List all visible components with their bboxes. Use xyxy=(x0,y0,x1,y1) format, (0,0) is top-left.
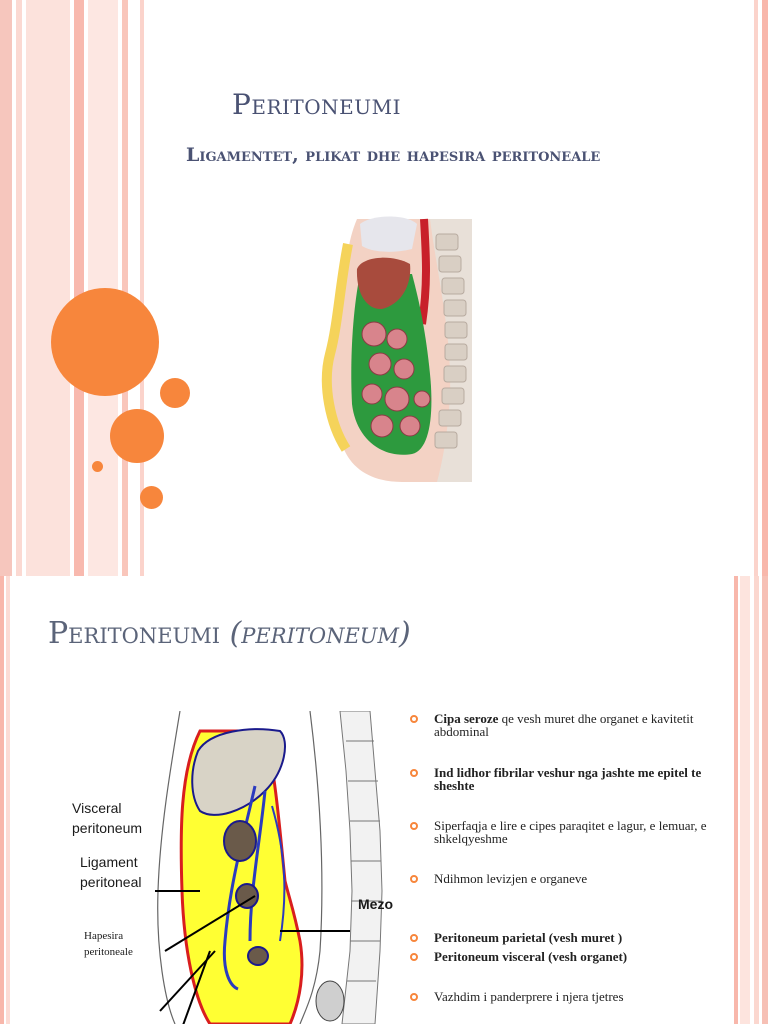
slide-subtitle: Ligamentet, plikat dhe hapesira peritoneale xyxy=(186,144,601,166)
decor-circle-medium xyxy=(110,409,164,463)
slide-title xyxy=(48,616,411,651)
decor-circle-tiny xyxy=(92,461,103,472)
title-italic: (peritoneum) xyxy=(229,616,411,651)
decor-circle-small-right xyxy=(160,378,190,408)
bullet-dot-icon xyxy=(410,953,418,961)
title-main: Peritoneumi xyxy=(48,616,230,651)
bullet-dot-icon xyxy=(410,822,418,830)
decor-circle-small-bottom xyxy=(140,486,163,509)
left-stripe-decoration xyxy=(0,0,150,576)
bullet-dot-icon xyxy=(410,875,418,883)
bullet-bold: Peritoneum parietal (vesh muret ) xyxy=(434,930,623,945)
left-stripe-decoration xyxy=(0,576,12,1024)
bullet-text: Ndihmon levizjen e organeve xyxy=(434,871,588,886)
bullet-dot-icon xyxy=(410,934,418,942)
decor-circle-large xyxy=(51,288,159,396)
bullet-bold: Ind lidhor fibrilar veshur nga jashte me epitel te sheshte xyxy=(434,765,702,793)
bullet-bold: Peritoneum visceral (vesh organet) xyxy=(434,949,628,964)
slide-title: Peritoneumi xyxy=(232,88,401,121)
label-ligament-peritoneal: Ligament peritoneal xyxy=(80,854,142,890)
bullet-dot-icon xyxy=(410,993,418,1001)
bullet-text: qe vesh muret dhe organet e kavitetit abdominal xyxy=(434,711,694,739)
bullet-dot-icon xyxy=(410,715,418,723)
right-stripe-decoration xyxy=(748,0,768,576)
label-visceral-peritoneum: Visceral peritoneum xyxy=(72,800,143,836)
content-slide xyxy=(0,576,768,1024)
label-mezo: Mezo xyxy=(358,896,393,912)
bullet-text: Vazhdim i panderprere i njera tjetres xyxy=(434,989,624,1004)
bullet-dot-icon xyxy=(410,769,418,777)
right-stripe-decoration xyxy=(732,576,768,1024)
label-hapesira-peritoneale: Hapesira peritoneale xyxy=(84,930,133,958)
bullet-text: Siperfaqja e lire e cipes paraqitet e lagur, e lemuar, e shkelqyeshme xyxy=(434,818,707,846)
bullet-bold: Cipa seroze xyxy=(434,711,499,726)
abdomen-sagittal-illustration xyxy=(312,214,472,484)
